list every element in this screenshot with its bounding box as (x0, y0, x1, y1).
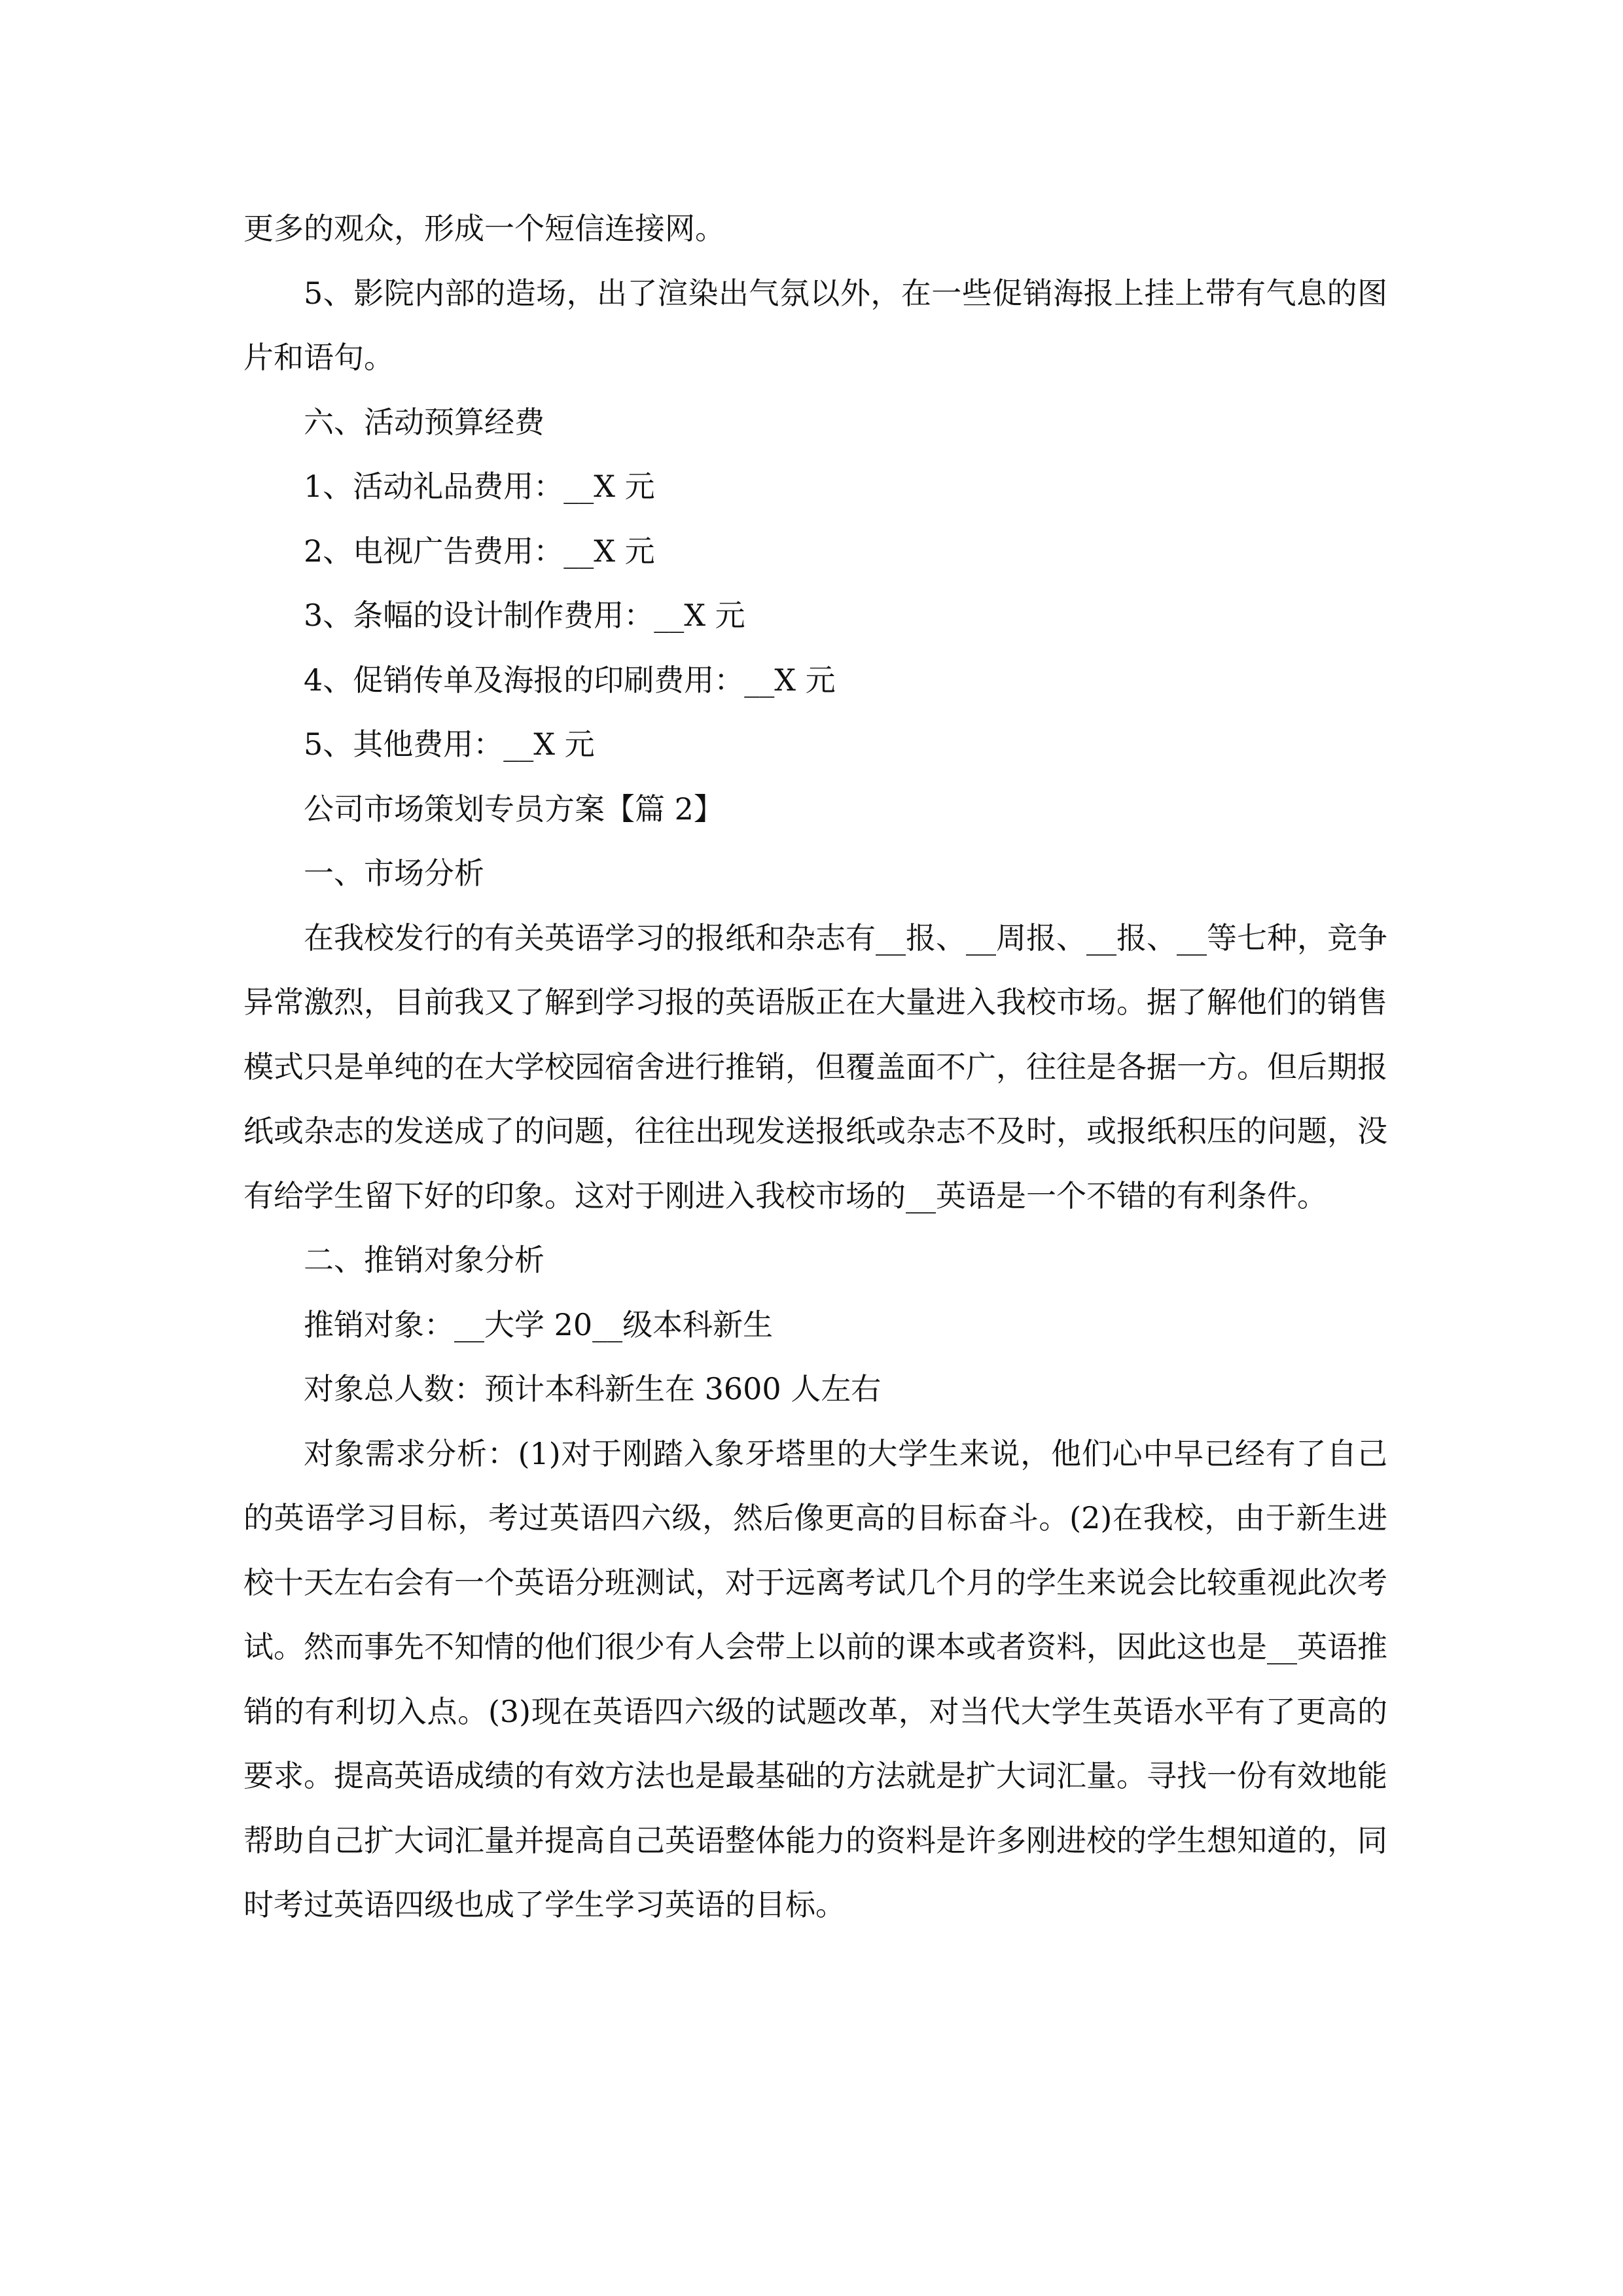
article-title-part-2: 公司市场策划专员方案【篇 2】 (304, 791, 724, 827)
paragraph-target-needs: 对象需求分析：(1)对于刚踏入象牙塔里的大学生来说，他们心中早已经有了自己的英语学习目标，考过英语四六级，然后像更高的目标奋斗。(2)在我校，由于新生进校十天左右会有一个英语分班测试，对于远离考试几个月的学生来说会比较重视此次考试。然而事先不知情的他们很少有人会带上以前的课本或者资料，因此这也是__英语推销的有利切入点。(3)现在英语四六级的试题改革，对当代大学生英语水平有了更高的要求。提高英语成绩的有效方法也是最基础的方法就是扩大词汇量。寻找一份有效地能帮助自己扩大词汇量并提高自己英语整体能力的资料是许多刚进校的学生想知道的，同时考过英语四级也成了学生学习英语的目标。 (243, 1435, 1387, 1922)
paragraph-continuation: 更多的观众，形成一个短信连接网。 (243, 211, 725, 246)
document-page (243, 196, 1387, 1937)
section-heading-budget: 六、活动预算经费 (304, 404, 544, 440)
section-heading-target-analysis: 二、推销对象分析 (304, 1242, 544, 1278)
budget-item-tv-ads: 2、电视广告费用：__X 元 (304, 533, 655, 569)
paragraph-market-analysis: 在我校发行的有关英语学习的报纸和杂志有__报、__周报、__报、__等七种，竞争异常激烈，目前我又了解到学习报的英语版正在大量进入我校市场。据了解他们的销售模式只是单纯的在大学校园宿舍进行推销，但覆盖面不广，往往是各据一方。但后期报纸或杂志的发送成了的问题，往往出现发送报纸或杂志不及时，或报纸积压的问题，没有给学生留下好的印象。这对于刚进入我校市场的__英语是一个不错的有利条件。 (243, 920, 1387, 1213)
budget-item-gifts: 1、活动礼品费用：__X 元 (304, 469, 655, 504)
paragraph-item-5-cinema: 5、影院内部的造场，出了渲染出气氛以外，在一些促销海报上挂上带有气息的图片和语句。 (243, 275, 1387, 375)
budget-item-other: 5、其他费用：__X 元 (304, 726, 595, 762)
paragraph-target: 推销对象：__大学 20__级本科新生 (304, 1306, 774, 1342)
budget-item-printing: 4、促销传单及海报的印刷费用：__X 元 (304, 662, 836, 698)
budget-item-banners: 3、条幅的设计制作费用：__X 元 (304, 598, 745, 633)
paragraph-target-count: 对象总人数：预计本科新生在 3600 人左右 (304, 1371, 882, 1407)
section-heading-market-analysis: 一、市场分析 (304, 855, 484, 891)
